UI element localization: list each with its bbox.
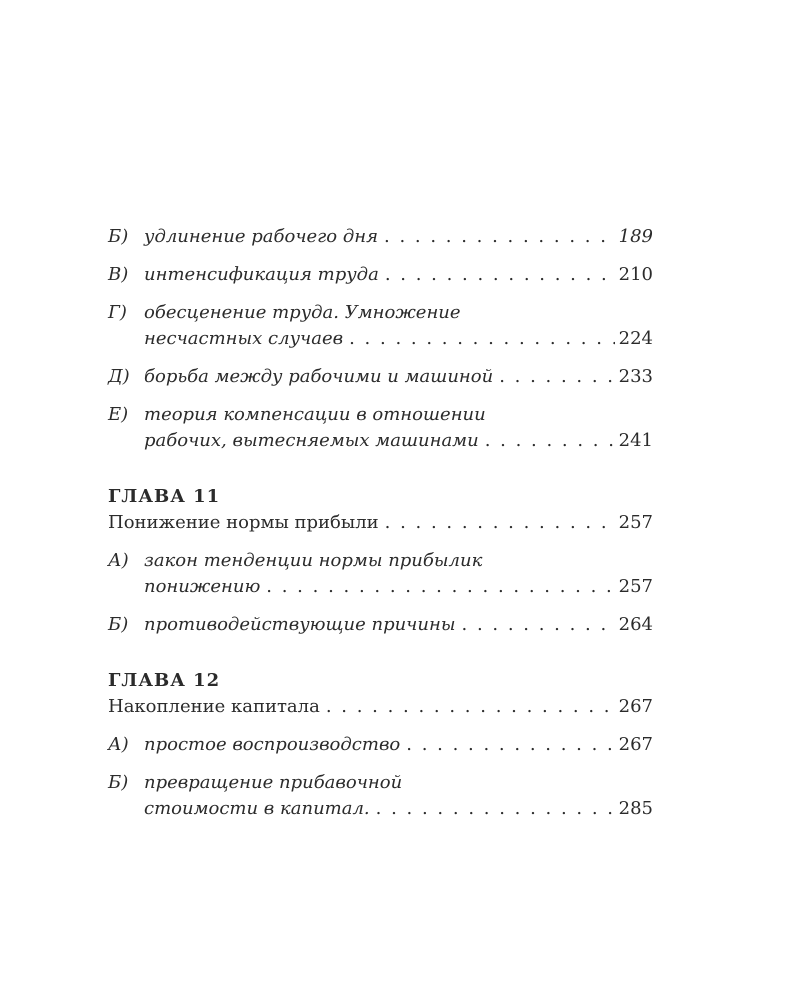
entry-letter: Г) xyxy=(108,302,127,323)
dot-leader xyxy=(385,510,615,536)
entry-title: удлинение рабочего дня xyxy=(144,226,378,247)
page-number: 224 xyxy=(618,328,653,349)
toc-entry-a xyxy=(108,732,653,758)
page-number: 257 xyxy=(618,512,653,533)
entry-letter: А) xyxy=(108,734,129,755)
toc-entry-v xyxy=(108,262,653,288)
dot-leader xyxy=(406,732,614,758)
entry-title: рабочих, вытесняемых машинами xyxy=(144,430,479,451)
entry-title-line: закон тенденции нормы прибылик xyxy=(144,550,483,571)
entry-letter: Б) xyxy=(108,226,129,247)
page-number: 267 xyxy=(618,734,653,755)
entry-title: противодействующие причины xyxy=(144,614,456,635)
toc-entry-b xyxy=(108,612,653,638)
entry-title: стоимости в капитал. xyxy=(144,798,370,819)
page-number: 189 xyxy=(618,226,653,247)
dot-leader xyxy=(499,364,614,390)
entry-title: несчастных случаев xyxy=(144,328,344,349)
toc-entry-b xyxy=(108,224,653,250)
entry-title: простое воспроизводство xyxy=(144,734,401,755)
entry-title-line: превращение прибавочной xyxy=(144,772,403,793)
entry-title: интенсификация труда xyxy=(144,264,379,285)
entry-letter: А) xyxy=(108,550,129,571)
page-number: 267 xyxy=(618,696,653,717)
entry-letter: В) xyxy=(108,264,129,285)
dot-leader xyxy=(376,796,615,822)
toc-entry-d xyxy=(108,364,653,390)
table-of-contents xyxy=(108,224,653,834)
toc-entry-e xyxy=(108,402,653,454)
entry-title-line: обесценение труда. Умножение xyxy=(144,302,461,323)
dot-leader xyxy=(385,262,615,288)
page-number: 210 xyxy=(618,264,653,285)
chapter-label: ГЛАВА 11 xyxy=(108,486,221,507)
chapter-title: Понижение нормы прибыли xyxy=(108,512,379,533)
dot-leader xyxy=(384,224,615,250)
entry-letter: Д) xyxy=(108,366,130,387)
dot-leader xyxy=(349,326,615,352)
chapter-11 xyxy=(108,484,653,638)
entry-letter: Б) xyxy=(108,772,129,793)
chapter-title: Накопление капитала xyxy=(108,696,320,717)
entry-letter: Е) xyxy=(108,404,129,425)
entry-title-line: теория компенсации в отношении xyxy=(144,404,486,425)
toc-entry-b xyxy=(108,770,653,822)
dot-leader xyxy=(485,428,615,454)
page-number: 241 xyxy=(618,430,653,451)
chapter-label: ГЛАВА 12 xyxy=(108,670,221,691)
page-number: 233 xyxy=(618,366,653,387)
toc-entry-g xyxy=(108,300,653,352)
entry-title: понижению xyxy=(144,576,261,597)
chapter-12 xyxy=(108,668,653,822)
toc-entry-a xyxy=(108,548,653,600)
dot-leader xyxy=(326,694,615,720)
page-number: 257 xyxy=(618,576,653,597)
entry-title: борьба между рабочими и машиной xyxy=(144,366,494,387)
page-number: 285 xyxy=(618,798,653,819)
dot-leader xyxy=(462,612,615,638)
page-number: 264 xyxy=(618,614,653,635)
entry-letter: Б) xyxy=(108,614,129,635)
dot-leader xyxy=(266,574,614,600)
